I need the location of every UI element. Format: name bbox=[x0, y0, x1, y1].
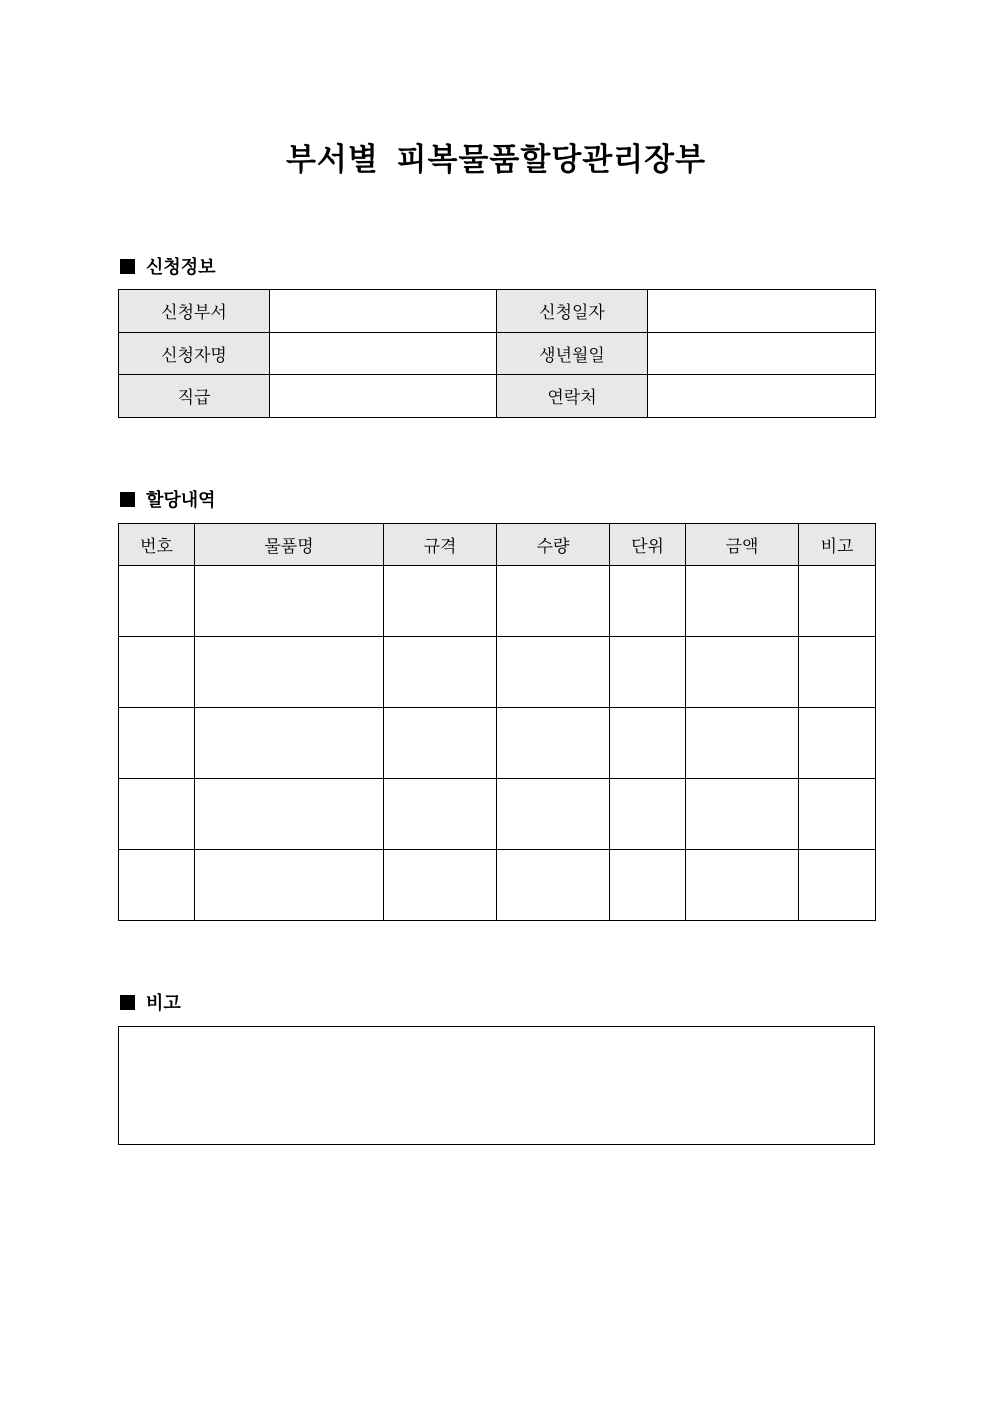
contact-label: 연락처 bbox=[497, 375, 648, 418]
column-header-unit: 단위 bbox=[610, 524, 686, 566]
page-title: 부서별 피복물품할당관리장부 bbox=[285, 142, 707, 178]
applicant-section-heading bbox=[119, 253, 216, 279]
applicant-info-row bbox=[119, 375, 876, 418]
column-header-amount: 금액 bbox=[686, 524, 799, 566]
unit-cell[interactable] bbox=[610, 566, 686, 637]
number-cell[interactable] bbox=[119, 779, 195, 850]
amount-cell[interactable] bbox=[686, 708, 799, 779]
spec-cell[interactable] bbox=[384, 779, 497, 850]
applicant-info-table bbox=[118, 289, 876, 418]
item-name-cell[interactable] bbox=[195, 637, 384, 708]
remarks-cell[interactable] bbox=[799, 779, 876, 850]
unit-cell[interactable] bbox=[610, 708, 686, 779]
applicant-section-title: 신청정보 bbox=[146, 257, 216, 278]
quantity-cell[interactable] bbox=[497, 850, 610, 921]
table-row bbox=[119, 637, 876, 708]
allocation-header-row bbox=[119, 524, 876, 566]
square-bullet-icon bbox=[120, 259, 135, 274]
item-name-cell[interactable] bbox=[195, 566, 384, 637]
birth-date-label: 생년월일 bbox=[497, 332, 648, 375]
allocation-section-heading bbox=[119, 486, 216, 512]
amount-cell[interactable] bbox=[686, 637, 799, 708]
column-header-number: 번호 bbox=[119, 524, 195, 566]
remarks-cell[interactable] bbox=[799, 708, 876, 779]
remarks-box[interactable] bbox=[118, 1026, 875, 1145]
column-header-quantity: 수량 bbox=[497, 524, 610, 566]
unit-cell[interactable] bbox=[610, 850, 686, 921]
number-cell[interactable] bbox=[119, 708, 195, 779]
table-row bbox=[119, 566, 876, 637]
remarks-section-heading bbox=[119, 989, 181, 1015]
amount-cell[interactable] bbox=[686, 850, 799, 921]
item-name-cell[interactable] bbox=[195, 779, 384, 850]
remarks-cell[interactable] bbox=[799, 637, 876, 708]
amount-cell[interactable] bbox=[686, 566, 799, 637]
department-label: 신청부서 bbox=[119, 290, 270, 333]
quantity-cell[interactable] bbox=[497, 637, 610, 708]
number-cell[interactable] bbox=[119, 637, 195, 708]
table-row bbox=[119, 708, 876, 779]
contact-field[interactable] bbox=[648, 375, 876, 418]
number-cell[interactable] bbox=[119, 566, 195, 637]
application-date-label: 신청일자 bbox=[497, 290, 648, 333]
quantity-cell[interactable] bbox=[497, 779, 610, 850]
applicant-name-label: 신청자명 bbox=[119, 332, 270, 375]
column-header-item-name: 물품명 bbox=[195, 524, 384, 566]
spec-cell[interactable] bbox=[384, 708, 497, 779]
amount-cell[interactable] bbox=[686, 779, 799, 850]
column-header-remarks: 비고 bbox=[799, 524, 876, 566]
unit-cell[interactable] bbox=[610, 779, 686, 850]
item-name-cell[interactable] bbox=[195, 850, 384, 921]
position-field[interactable] bbox=[270, 375, 497, 418]
allocation-table bbox=[118, 523, 876, 921]
item-name-cell[interactable] bbox=[195, 708, 384, 779]
application-date-field[interactable] bbox=[648, 290, 876, 333]
applicant-name-field[interactable] bbox=[270, 332, 497, 375]
allocation-section-title: 할당내역 bbox=[146, 490, 216, 511]
square-bullet-icon bbox=[120, 995, 135, 1010]
remarks-section-title: 비고 bbox=[146, 993, 181, 1014]
quantity-cell[interactable] bbox=[497, 708, 610, 779]
spec-cell[interactable] bbox=[384, 566, 497, 637]
position-label: 직급 bbox=[119, 375, 270, 418]
square-bullet-icon bbox=[120, 492, 135, 507]
department-field[interactable] bbox=[270, 290, 497, 333]
spec-cell[interactable] bbox=[384, 637, 497, 708]
number-cell[interactable] bbox=[119, 850, 195, 921]
column-header-spec: 규격 bbox=[384, 524, 497, 566]
applicant-info-row bbox=[119, 332, 876, 375]
remarks-cell[interactable] bbox=[799, 566, 876, 637]
spec-cell[interactable] bbox=[384, 850, 497, 921]
quantity-cell[interactable] bbox=[497, 566, 610, 637]
table-row bbox=[119, 850, 876, 921]
birth-date-field[interactable] bbox=[648, 332, 876, 375]
table-row bbox=[119, 779, 876, 850]
remarks-cell[interactable] bbox=[799, 850, 876, 921]
unit-cell[interactable] bbox=[610, 637, 686, 708]
applicant-info-row bbox=[119, 290, 876, 333]
